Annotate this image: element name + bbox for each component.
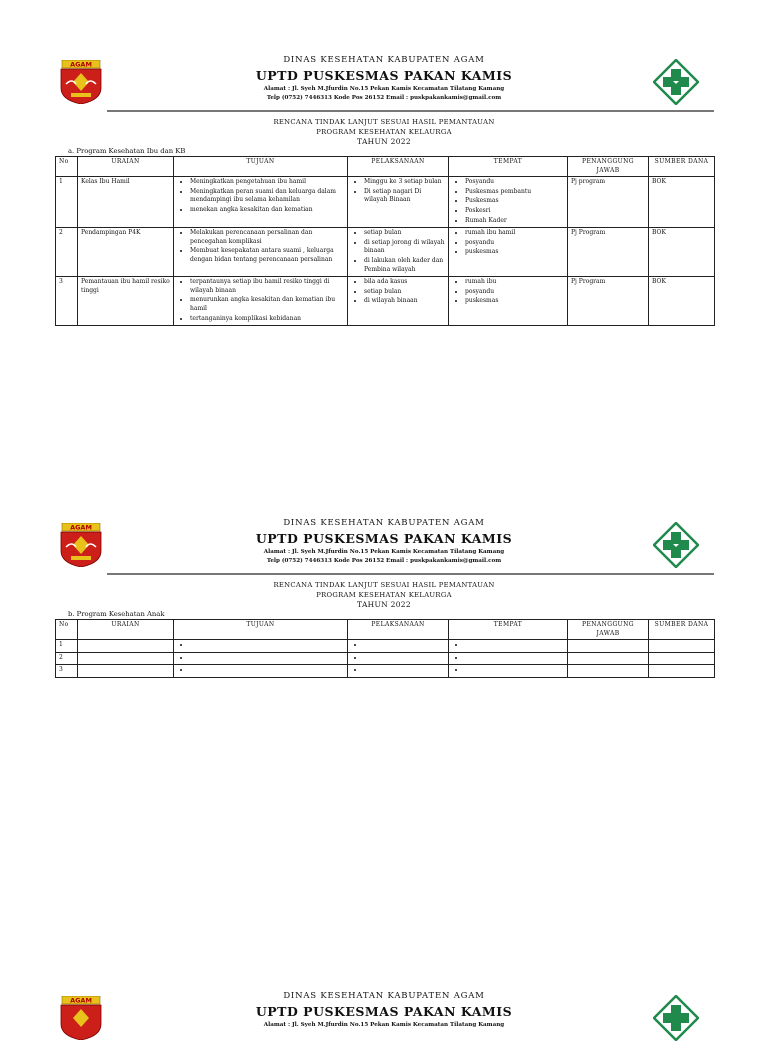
document-title-line2: PROGRAM KESEHATAN KELAURGA (316, 591, 452, 599)
program-label-a: a. Program Kesehatan Ibu dan KB (68, 147, 186, 155)
cell-tujuan (174, 177, 348, 228)
empty-bullet (190, 641, 344, 650)
cell-no: 1 (56, 640, 78, 653)
cell-no: 2 (56, 652, 78, 665)
col-header-penanggung-jawab: PENANGGUNG JAWAB (568, 620, 649, 640)
cell-pelaksanaan-list (351, 641, 445, 650)
cell-tujuan-list (177, 666, 344, 675)
list-item: • tertanganinya komplikasi kebidanan (190, 315, 344, 324)
cell-penanggung-jawab (568, 652, 649, 665)
list-item: • puskesmas (465, 297, 564, 306)
cell-tempat (449, 665, 568, 678)
cell-penanggung-jawab (568, 640, 649, 653)
col-header-penanggung-jawab: PENANGGUNG JAWAB (568, 157, 649, 177)
agam-logo-text: AGAM (70, 996, 92, 1005)
list-item: • Melakukan perencanaan persalinan dan pencegahan komplikasi (190, 229, 344, 246)
cell-sumber-dana: BOK (649, 228, 715, 277)
document-title-line1: RENCANA TINDAK LANJUT SESUAI HASIL PEMANTAUAN (273, 118, 495, 126)
letterhead-telp: Telp (0752) 7446313 Kode Pos 26152 Email : puskpakankamis@gmail.com (266, 558, 502, 564)
empty-bullet (190, 666, 344, 675)
list-item: • Posyandu (465, 178, 564, 187)
list-item: • Puskesmas (465, 197, 564, 206)
document-title-line1: RENCANA TINDAK LANJUT SESUAI HASIL PEMANTAUAN (273, 581, 495, 589)
cell-pelaksanaan (348, 652, 449, 665)
letterhead-rule (107, 573, 714, 575)
col-header-pelaksanaan: PELAKSANAAN (348, 157, 449, 177)
cell-tempat (449, 277, 568, 326)
list-item: • bila ada kasus (364, 278, 445, 287)
letterhead-rule (107, 110, 714, 112)
cell-penanggung-jawab (568, 665, 649, 678)
cell-tujuan (174, 277, 348, 326)
cell-tempat (449, 228, 568, 277)
page-2 (0, 518, 768, 678)
cell-tujuan (174, 665, 348, 678)
puskesmas-logo-icon (653, 59, 699, 105)
list-item: • rumah ibu hamil (465, 229, 564, 238)
list-item: • di setiap jorong di wilayah binaan (364, 239, 445, 256)
cell-no: 2 (56, 228, 78, 277)
list-item: • Membuat kesepakatan antara suami , keluarga dengan bidan tentang perencanaan persalinan (190, 247, 344, 264)
table-row (56, 228, 715, 277)
document-title-line2: PROGRAM KESEHATAN KELAURGA (316, 128, 452, 136)
empty-bullet (465, 641, 564, 650)
program-label-b: b. Program Kesehatan Anak (68, 610, 165, 618)
cell-no: 3 (56, 665, 78, 678)
col-header-uraian: URAIAN (78, 620, 174, 640)
cell-penanggung-jawab: Pj Program (568, 228, 649, 277)
table-row (56, 177, 715, 228)
empty-bullet (465, 666, 564, 675)
cell-pelaksanaan (348, 665, 449, 678)
letterhead (0, 518, 768, 576)
letterhead (0, 55, 768, 113)
list-item: • Puskesmas pembantu (465, 188, 564, 197)
col-header-uraian: URAIAN (78, 157, 174, 177)
cell-pelaksanaan (348, 177, 449, 228)
list-item: • puskesmas (465, 248, 564, 257)
page-3 (0, 991, 768, 1049)
cell-tempat-list (452, 178, 564, 225)
agam-logo-text: AGAM (70, 523, 92, 532)
cell-tujuan-list (177, 641, 344, 650)
cell-tujuan-list (177, 178, 344, 214)
table-header-row (56, 157, 715, 177)
list-item: • di lakukan oleh kader dan Pembina wilayah (364, 257, 445, 274)
letterhead-telp: Telp (0752) 7446313 Kode Pos 26152 Email : puskpakankamis@gmail.com (266, 95, 502, 101)
letterhead-dept: DINAS KESEHATAN KABUPATEN AGAM (283, 991, 485, 1001)
list-item: • menurunkan angka kesakitan dan kematian ibu hamil (190, 296, 344, 313)
cell-pelaksanaan-list (351, 229, 445, 274)
cell-uraian (78, 665, 174, 678)
list-item: • terpantaunya setiap ibu hamil resiko tinggi di wilayah binaan (190, 278, 344, 295)
letterhead-address: Alamat : Jl. Syeh M.Jfurdin No.15 Pekan Kamis Kecamatan Tilatang Kamang (263, 1022, 505, 1028)
agam-logo-text: AGAM (70, 60, 92, 69)
list-item: • Minggu ke 3 setiap bulan (364, 178, 445, 187)
cell-uraian (78, 652, 174, 665)
plan-table-b (55, 619, 715, 678)
letterhead-address: Alamat : Jl. Syeh M.Jfurdin No.15 Pekan Kamis Kecamatan Tilatang Kamang (263, 549, 505, 555)
list-item: • Meningkatkan peran suami dan keluarga dalam mendampingi ibu selama kehamilan (190, 188, 344, 205)
cell-tempat-list (452, 229, 564, 257)
table-header-row (56, 620, 715, 640)
document-title-year: TAHUN 2022 (357, 600, 411, 609)
document-title-year: TAHUN 2022 (357, 137, 411, 146)
document-title (0, 580, 768, 610)
col-header-sumber-dana: SUMBER DANA (649, 620, 715, 640)
empty-bullet (364, 641, 445, 650)
letterhead-name: UPTD PUSKESMAS PAKAN KAMIS (255, 531, 513, 546)
cell-pelaksanaan-list (351, 654, 445, 663)
list-item: • Di setiap nagari Di wilayah Binaan (364, 188, 445, 205)
cell-tempat-list (452, 278, 564, 306)
cell-uraian: Pendampingan P4K (78, 228, 174, 277)
col-header-sumber-dana: SUMBER DANA (649, 157, 715, 177)
cell-uraian (78, 640, 174, 653)
col-header-tempat: TEMPAT (449, 620, 568, 640)
empty-bullet (465, 654, 564, 663)
cell-tempat (449, 177, 568, 228)
list-item: • Poskesri (465, 207, 564, 216)
cell-tujuan-list (177, 229, 344, 264)
cell-tujuan (174, 640, 348, 653)
table-row (56, 652, 715, 665)
plan-table-a (55, 156, 715, 326)
cell-penanggung-jawab: Pj Program (568, 277, 649, 326)
cell-tempat-list (452, 641, 564, 650)
cell-pelaksanaan (348, 640, 449, 653)
puskesmas-logo-icon (653, 522, 699, 568)
letterhead (0, 991, 768, 1049)
cell-no: 1 (56, 177, 78, 228)
empty-bullet (190, 654, 344, 663)
cell-tempat (449, 640, 568, 653)
letterhead-name: UPTD PUSKESMAS PAKAN KAMIS (255, 1004, 513, 1019)
col-header-tujuan: TUJUAN (174, 157, 348, 177)
puskesmas-logo-icon (653, 995, 699, 1041)
col-header-no: No (56, 620, 78, 640)
cell-uraian: Pemantauan ibu hamil resiko tinggi (78, 277, 174, 326)
table-row (56, 640, 715, 653)
cell-penanggung-jawab: Pj program (568, 177, 649, 228)
letterhead-address: Alamat : Jl. Syeh M.Jfurdin No.15 Pekan Kamis Kecamatan Tilatang Kamang (263, 86, 505, 92)
col-header-pelaksanaan: PELAKSANAAN (348, 620, 449, 640)
list-item: • Rumah Kader (465, 217, 564, 226)
cell-pelaksanaan (348, 277, 449, 326)
cell-tujuan-list (177, 278, 344, 323)
letterhead-name: UPTD PUSKESMAS PAKAN KAMIS (255, 68, 513, 83)
list-item: • menekan angka kesakitan dan kematian (190, 206, 344, 215)
empty-bullet (364, 666, 445, 675)
letterhead-dept: DINAS KESEHATAN KABUPATEN AGAM (283, 55, 485, 65)
list-item: • di wilayah binaan (364, 297, 445, 306)
cell-tempat (449, 652, 568, 665)
col-header-no: No (56, 157, 78, 177)
list-item: • Meningkatkan pengetahuan ibu hamil (190, 178, 344, 187)
cell-tujuan (174, 652, 348, 665)
list-item: • posyandu (465, 239, 564, 248)
col-header-tujuan: TUJUAN (174, 620, 348, 640)
page-1 (0, 55, 768, 326)
col-header-tempat: TEMPAT (449, 157, 568, 177)
empty-bullet (364, 654, 445, 663)
cell-sumber-dana (649, 652, 715, 665)
cell-sumber-dana (649, 640, 715, 653)
cell-pelaksanaan-list (351, 278, 445, 306)
cell-pelaksanaan-list (351, 178, 445, 205)
letterhead-dept: DINAS KESEHATAN KABUPATEN AGAM (283, 518, 485, 528)
cell-sumber-dana: BOK (649, 277, 715, 326)
list-item: • setiap bulan (364, 288, 445, 297)
list-item: • rumah ibu (465, 278, 564, 287)
cell-uraian: Kelas Ibu Hamil (78, 177, 174, 228)
cell-sumber-dana: BOK (649, 177, 715, 228)
cell-tempat-list (452, 666, 564, 675)
list-item: • setiap bulan (364, 229, 445, 238)
cell-tempat-list (452, 654, 564, 663)
list-item: • posyandu (465, 288, 564, 297)
cell-sumber-dana (649, 665, 715, 678)
table-row (56, 665, 715, 678)
cell-tujuan (174, 228, 348, 277)
cell-pelaksanaan (348, 228, 449, 277)
cell-no: 3 (56, 277, 78, 326)
cell-pelaksanaan-list (351, 666, 445, 675)
table-row (56, 277, 715, 326)
cell-tujuan-list (177, 654, 344, 663)
document-title (0, 117, 768, 147)
